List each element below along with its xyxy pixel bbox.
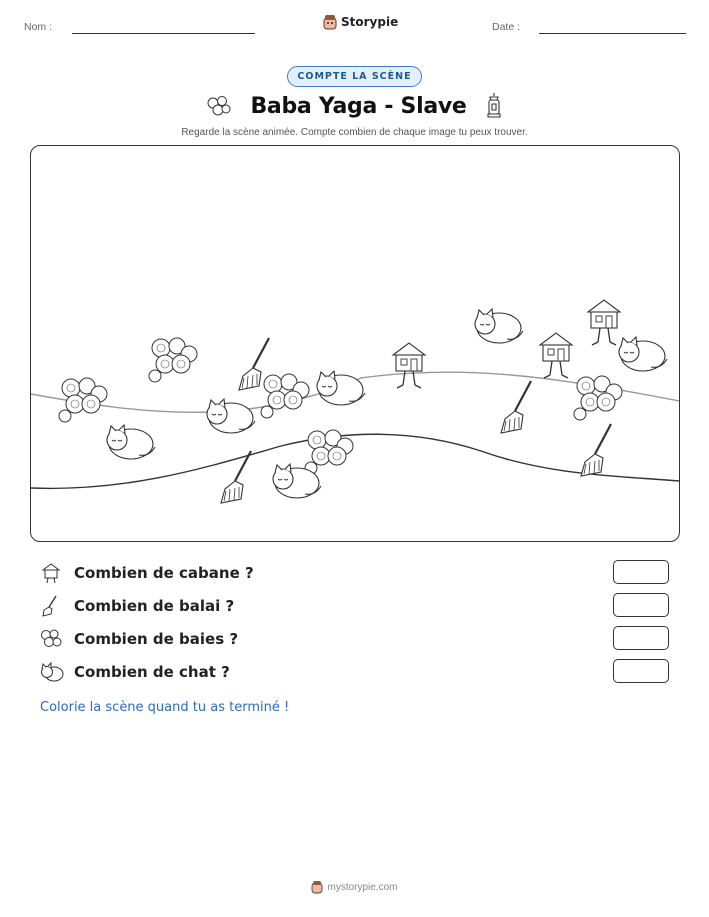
scene-cat-3: [317, 371, 365, 405]
question-row-4: [40, 660, 670, 684]
lantern-icon: [485, 92, 503, 120]
scene-berries-2: [149, 338, 197, 382]
scene-frame[interactable]: [30, 145, 680, 542]
storypie-mascot-icon: [323, 14, 337, 30]
berries-icon: [40, 628, 62, 650]
scene-cat-5: [475, 309, 523, 343]
hut-icon: [40, 562, 62, 584]
activity-badge: COMPTE LA SCÈNE: [287, 66, 421, 87]
scene-broom-3: [501, 381, 531, 433]
site-url[interactable]: mystorypie.com: [327, 881, 398, 893]
brand-name: Storypie: [341, 15, 399, 29]
question-text-2: Combien de balai ?: [74, 597, 235, 615]
date-label: Date :: [492, 21, 521, 33]
scene-berries-3: [261, 374, 309, 418]
scene-cat-2: [207, 399, 255, 433]
page-title: Baba Yaga - Slave: [250, 93, 467, 119]
berries-icon: [206, 95, 232, 117]
answer-box-3[interactable]: [613, 626, 669, 650]
question-text-3: Combien de baies ?: [74, 630, 239, 648]
scene-berries-5: [574, 376, 622, 420]
coloring-note: Colorie la scène quand tu as terminé !: [40, 700, 290, 715]
scene-illustration: [31, 146, 679, 541]
scene-hut-3: [588, 300, 620, 345]
scene-cat-1: [107, 425, 155, 459]
scene-hut-2: [540, 333, 572, 378]
scene-hut-1: [393, 343, 425, 388]
site-footer: [311, 880, 397, 894]
scene-broom-4: [581, 424, 611, 476]
question-row-1: [40, 561, 670, 585]
cat-icon: [40, 661, 64, 683]
name-line[interactable]: [72, 33, 255, 34]
date-line[interactable]: [539, 33, 686, 34]
question-text-4: Combien de chat ?: [74, 663, 230, 681]
scene-cat-6: [619, 337, 667, 371]
question-text-1: Combien de cabane ?: [74, 564, 254, 582]
answer-box-2[interactable]: [613, 593, 669, 617]
instructions: Regarde la scène animée. Compte combien de chaque image tu peux trouver.: [181, 127, 528, 138]
name-label: Nom :: [24, 21, 53, 33]
storypie-mascot-icon: [311, 880, 323, 894]
answer-box-4[interactable]: [613, 659, 669, 683]
question-row-3: [40, 627, 670, 651]
brand-logo: [323, 14, 398, 30]
question-row-2: [40, 594, 670, 618]
scene-berries-4: [305, 430, 353, 474]
broom-icon: [40, 595, 62, 617]
answer-box-1[interactable]: [613, 560, 669, 584]
